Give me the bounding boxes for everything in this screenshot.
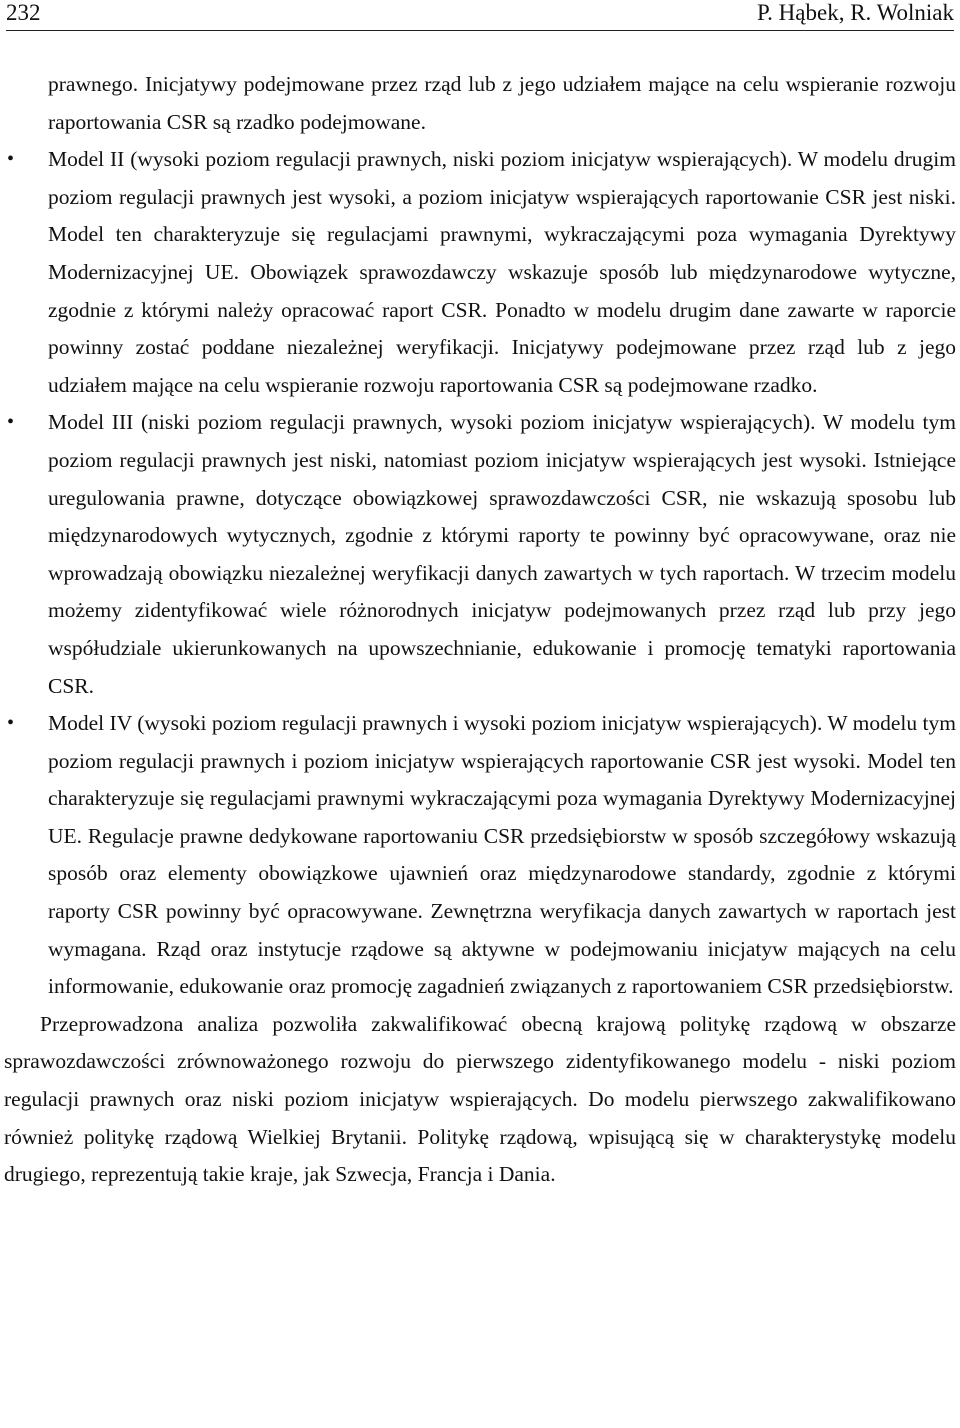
running-header-authors: P. Hąbek, R. Wolniak [756, 0, 954, 25]
bullet-icon: • [7, 411, 15, 434]
bullet-icon: • [7, 712, 15, 735]
list-item-text: Model IV (wysoki poziom regulacji prawnych i wysoki poziom inicjatyw wspierających). W modelu tym poziom regulacji prawnych i poziom inicjatyw wspierających raportowanie CSR jest wysoki. Model ten charakteryzuje się regulacjami prawnymi wykraczającymi poza wymagania Dyrektywy Modernizacyjnej UE. Regulacje prawne dedykowane raportowaniu CSR przedsiębiorstw w sposób szczegółowy wskazują sposób oraz elementy obowiązkowe ujawnień oraz międzynarodowe standardy, zgodnie z którymi raporty CSR powinny być opracowywane. Zewnętrzna weryfikacja danych zawartych w raportach jest wymagana. Rząd oraz instytucje rządowe są aktywne w podejmowaniu inicjatyw mających na celu informowanie, edukowanie oraz promocję zagadnień związanych z raportowaniem CSR przedsiębiorstw. [48, 711, 956, 999]
model-list [0, 141, 960, 1006]
list-item-model-iv [0, 705, 960, 1006]
running-header [6, 0, 954, 31]
page-body [0, 66, 960, 1194]
continued-list-item-text: prawnego. Inicjatywy podejmowane przez rząd lub z jego udziałem mające na celu wspieranie rozwoju raportowania CSR są rzadko podejmowane. [48, 72, 956, 134]
list-item-model-iii [0, 404, 960, 705]
page-number: 232 [6, 0, 41, 25]
bullet-icon: • [7, 148, 15, 171]
list-item-text: Model II (wysoki poziom regulacji prawnych, niski poziom inicjatyw wspierających). W modelu drugim poziom regulacji prawnych jest wysoki, a poziom inicjatyw wspierających raportowanie CSR jest niski. Model ten charakteryzuje się regulacjami prawnymi, wykraczającymi poza wymagania Dyrektywy Modernizacyjnej UE. Obowiązek sprawozdawczy wskazuje sposób lub międzynarodowe wytyczne, zgodnie z którymi należy opracować raport CSR. Ponadto w modelu drugim dane zawarte w raporcie powinny zostać poddane niezależnej weryfikacji. Inicjatywy podejmowane przez rząd lub z jego udziałem mające na celu wspieranie rozwoju raportowania CSR są podejmowane rzadko. [48, 147, 956, 397]
list-item-text: Model III (niski poziom regulacji prawnych, wysoki poziom inicjatyw wspierających). W modelu tym poziom regulacji prawnych jest niski, natomiast poziom inicjatyw wspierających jest wysoki. Istniejące uregulowania prawne, dotyczące obowiązkowej sprawozdawczości CSR, nie wskazują sposobu lub międzynarodowych wytycznych, zgodnie z którymi raporty te powinny być opracowywane, oraz nie wprowadzają obowiązku niezależnej weryfikacji danych zawartych w tych raportach. W trzecim modelu możemy zidentyfikować wiele różnorodnych inicjatyw podejmowanych przez rząd lub przy jego współudziale ukierunkowanych na upowszechnianie, edukowanie i promocję tematyki raportowania CSR. [48, 410, 956, 698]
list-item-model-ii [0, 141, 960, 404]
closing-paragraph: Przeprowadzona analiza pozwoliła zakwalifikować obecną krajową politykę rządową w obszarze sprawozdawczości zrównoważonego rozwoju do pierwszego zidentyfikowanego modelu - niski poziom regulacji prawnych oraz niski poziom inicjatyw wspierających. Do modelu pierwszego zakwalifikowano również politykę rządową Wielkiej Brytanii. Politykę rządową, wpisującą się w charakterystykę modelu drugiego, reprezentują takie kraje, jak Szwecja, Francja i Dania. [4, 1011, 956, 1187]
